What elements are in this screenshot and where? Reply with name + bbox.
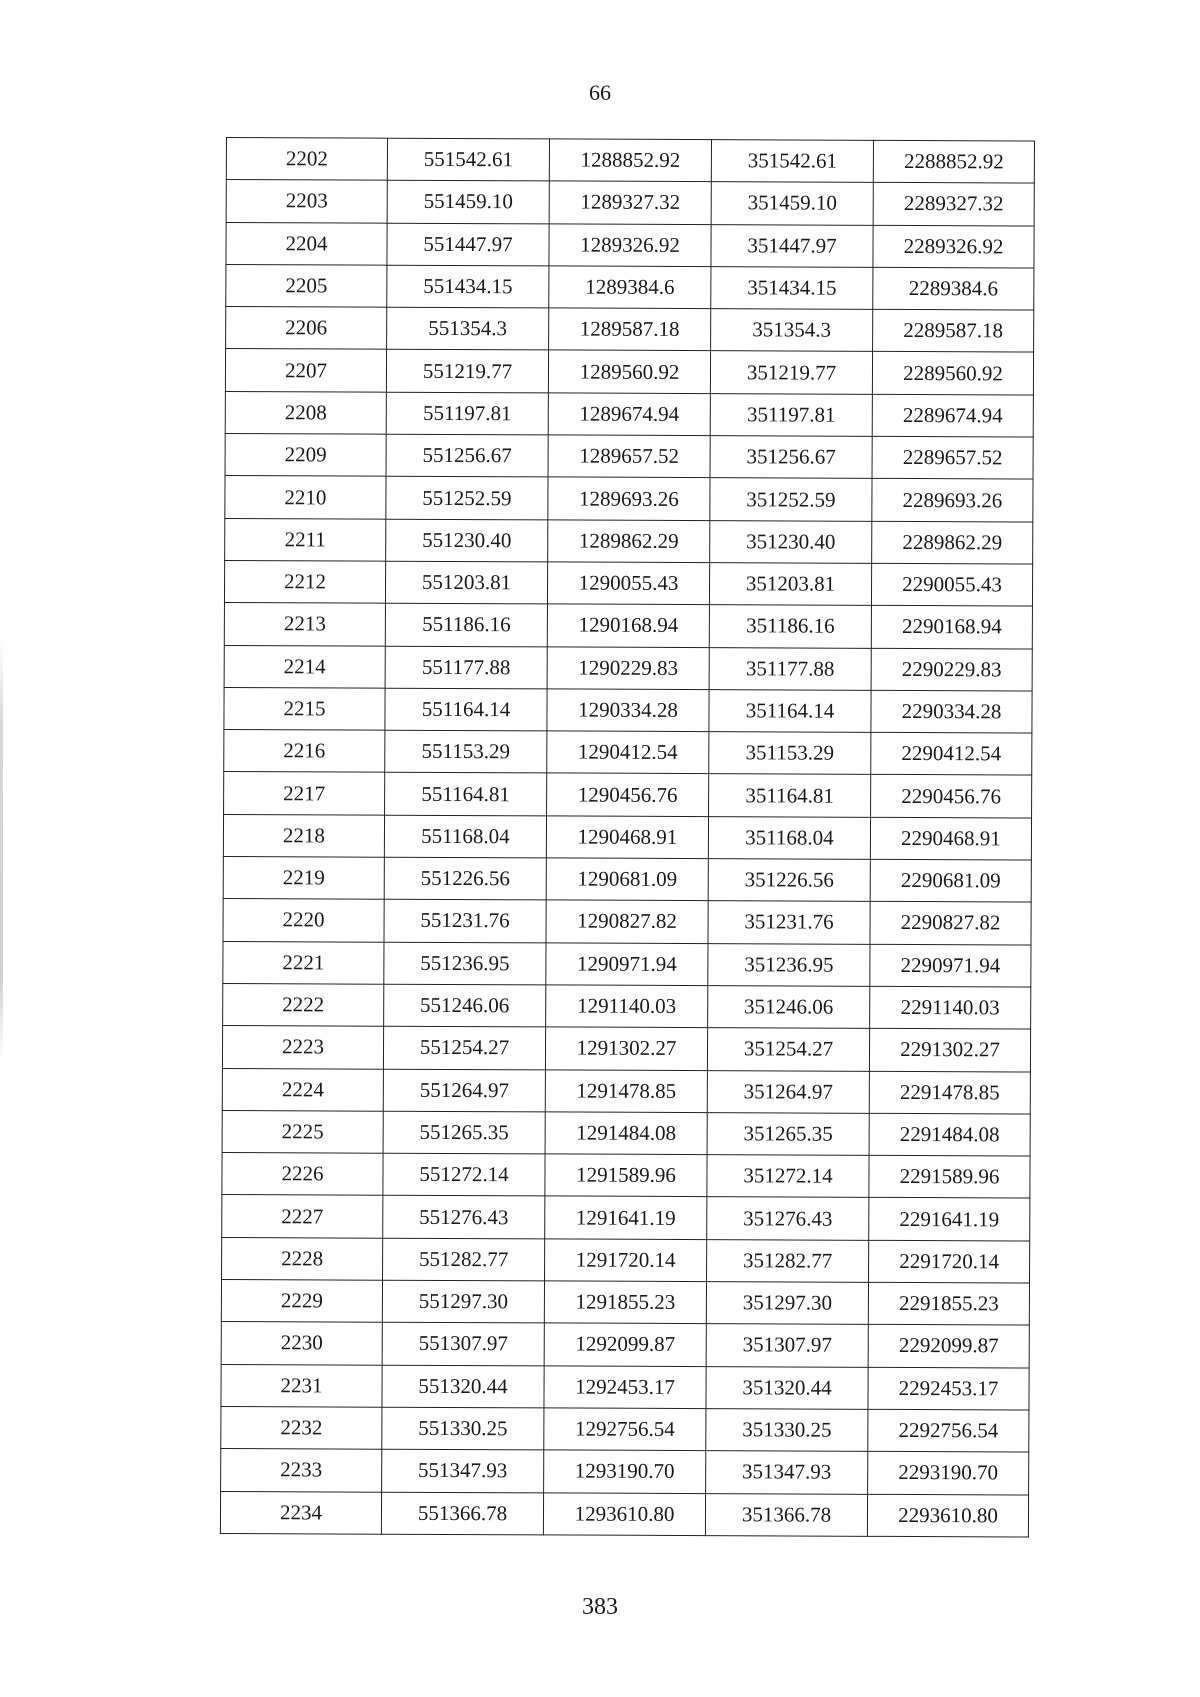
table-cell: 551276.43 bbox=[383, 1196, 545, 1239]
table-cell: 351434.15 bbox=[711, 267, 873, 310]
table-cell: 351347.93 bbox=[706, 1451, 868, 1494]
table-cell: 1291589.96 bbox=[545, 1154, 707, 1197]
table-cell: 351272.14 bbox=[707, 1155, 869, 1198]
table-cell: 2289862.29 bbox=[872, 521, 1033, 564]
table-cell: 2291302.27 bbox=[869, 1029, 1030, 1072]
table-cell: 2217 bbox=[224, 772, 385, 815]
table-row bbox=[222, 1026, 1030, 1072]
table-cell: 2289587.18 bbox=[873, 310, 1034, 353]
table-cell: 551256.67 bbox=[386, 434, 548, 477]
table-cell: 551282.77 bbox=[383, 1238, 545, 1281]
table-cell: 551252.59 bbox=[386, 477, 548, 520]
table-row bbox=[223, 814, 1031, 860]
table-cell: 1289674.94 bbox=[548, 393, 710, 436]
table-cell: 2292453.17 bbox=[868, 1367, 1029, 1410]
table-cell: 2289560.92 bbox=[872, 352, 1033, 395]
table-cell: 351197.81 bbox=[710, 393, 872, 436]
table-row bbox=[223, 941, 1031, 987]
table-cell: 551231.76 bbox=[384, 900, 546, 943]
table-cell: 2290681.09 bbox=[870, 859, 1031, 902]
table-row bbox=[221, 1449, 1029, 1495]
table-cell: 1289693.26 bbox=[548, 477, 710, 520]
table-cell: 2291484.08 bbox=[869, 1113, 1030, 1156]
table-cell: 1289327.32 bbox=[549, 181, 711, 224]
table-cell: 551447.97 bbox=[387, 223, 549, 266]
table-cell: 2226 bbox=[222, 1153, 383, 1196]
table-cell: 2220 bbox=[223, 899, 384, 942]
table-cell: 1291484.08 bbox=[545, 1112, 707, 1155]
table-cell: 2289693.26 bbox=[872, 479, 1033, 522]
table-cell: 1293190.70 bbox=[544, 1450, 706, 1493]
table-cell: 351276.43 bbox=[707, 1197, 869, 1240]
table-row bbox=[224, 603, 1032, 649]
table-row bbox=[225, 391, 1033, 437]
table-cell: 1289862.29 bbox=[548, 520, 710, 563]
table-cell: 351230.40 bbox=[710, 520, 872, 563]
table-row bbox=[223, 983, 1031, 1029]
table-cell: 2215 bbox=[224, 687, 385, 730]
table-row bbox=[222, 1237, 1030, 1283]
table-cell: 351366.78 bbox=[705, 1493, 867, 1536]
table-cell: 2293610.80 bbox=[867, 1494, 1028, 1537]
table-cell: 1289587.18 bbox=[549, 308, 711, 351]
table-cell: 2210 bbox=[225, 476, 386, 519]
table-cell: 551265.35 bbox=[383, 1111, 545, 1154]
table-cell: 2290971.94 bbox=[870, 944, 1031, 987]
table-cell: 351254.27 bbox=[707, 1028, 869, 1071]
table-cell: 2227 bbox=[222, 1195, 383, 1238]
table-cell: 351256.67 bbox=[710, 436, 872, 479]
table-cell: 2222 bbox=[223, 983, 384, 1026]
table-row bbox=[225, 434, 1033, 480]
table-cell: 2291641.19 bbox=[869, 1198, 1030, 1241]
table-cell: 551186.16 bbox=[385, 603, 547, 646]
table-cell: 1290229.83 bbox=[547, 646, 709, 689]
table-cell: 2290456.76 bbox=[871, 775, 1032, 818]
table-cell: 351236.95 bbox=[708, 943, 870, 986]
table-cell: 351297.30 bbox=[706, 1282, 868, 1325]
table-cell: 1292756.54 bbox=[544, 1408, 706, 1451]
table-cell: 351219.77 bbox=[710, 351, 872, 394]
table-cell: 1289384.6 bbox=[549, 266, 711, 309]
table-cell: 551354.3 bbox=[387, 307, 549, 350]
table-cell: 2290168.94 bbox=[871, 606, 1032, 649]
table-cell: 351186.16 bbox=[709, 605, 871, 648]
table-cell: 551254.27 bbox=[383, 1026, 545, 1069]
table-cell: 2207 bbox=[225, 349, 386, 392]
table-cell: 351542.61 bbox=[711, 140, 873, 183]
page-number-top: 66 bbox=[589, 80, 611, 105]
table-cell: 351164.81 bbox=[709, 774, 871, 817]
table-cell: 551203.81 bbox=[385, 561, 547, 604]
table-row bbox=[224, 730, 1032, 776]
table-cell: 2288852.92 bbox=[873, 140, 1034, 183]
table-cell: 351246.06 bbox=[708, 986, 870, 1029]
table-cell: 351153.29 bbox=[709, 732, 871, 775]
table-cell: 1291720.14 bbox=[545, 1239, 707, 1282]
table-cell: 1290168.94 bbox=[547, 604, 709, 647]
coordinate-table-wrapper bbox=[220, 137, 1034, 1537]
table-row bbox=[224, 645, 1032, 691]
table-row bbox=[222, 1068, 1030, 1114]
table-cell: 2214 bbox=[224, 645, 385, 688]
table-cell: 551246.06 bbox=[384, 984, 546, 1027]
table-row bbox=[221, 1322, 1029, 1368]
table-cell: 2292099.87 bbox=[868, 1325, 1029, 1368]
table-row bbox=[226, 180, 1034, 226]
table-row bbox=[223, 857, 1031, 903]
table-row bbox=[225, 349, 1033, 395]
table-cell: 551168.04 bbox=[384, 815, 546, 858]
table-cell: 351264.97 bbox=[707, 1070, 869, 1113]
table-row bbox=[224, 772, 1032, 818]
table-cell: 2219 bbox=[223, 857, 384, 900]
table-cell: 1291641.19 bbox=[545, 1196, 707, 1239]
table-cell: 2204 bbox=[226, 222, 387, 265]
table-row bbox=[226, 307, 1034, 353]
table-cell: 2208 bbox=[225, 391, 386, 434]
table-cell: 2205 bbox=[226, 264, 387, 307]
table-cell: 1291302.27 bbox=[545, 1027, 707, 1070]
table-row bbox=[226, 264, 1034, 310]
table-cell: 551347.93 bbox=[382, 1449, 544, 1492]
table-cell: 351282.77 bbox=[707, 1239, 869, 1282]
table-cell: 2229 bbox=[221, 1280, 382, 1323]
table-cell: 2291720.14 bbox=[869, 1240, 1030, 1283]
table-row bbox=[220, 1491, 1028, 1537]
table-cell: 1290456.76 bbox=[547, 773, 709, 816]
table-cell: 2291140.03 bbox=[870, 986, 1031, 1029]
table-cell: 351459.10 bbox=[711, 182, 873, 225]
table-cell: 2209 bbox=[225, 434, 386, 477]
table-cell: 2290827.82 bbox=[870, 902, 1031, 945]
table-row bbox=[226, 138, 1034, 184]
table-cell: 351307.97 bbox=[706, 1324, 868, 1367]
table-cell: 1291478.85 bbox=[545, 1069, 707, 1112]
table-cell: 2212 bbox=[224, 560, 385, 603]
table-cell: 351447.97 bbox=[711, 224, 873, 267]
table-cell: 2228 bbox=[222, 1237, 383, 1280]
table-cell: 2290229.83 bbox=[871, 648, 1032, 691]
table-cell: 551219.77 bbox=[386, 350, 548, 393]
table-cell: 1290412.54 bbox=[547, 731, 709, 774]
table-row bbox=[224, 687, 1032, 733]
table-cell: 1291140.03 bbox=[546, 985, 708, 1028]
table-cell: 2292756.54 bbox=[868, 1409, 1029, 1452]
table-cell: 551297.30 bbox=[382, 1280, 544, 1323]
table-cell: 2225 bbox=[222, 1110, 383, 1153]
table-cell: 551272.14 bbox=[383, 1153, 545, 1196]
table-cell: 2289327.32 bbox=[873, 183, 1034, 226]
table-cell: 2232 bbox=[221, 1406, 382, 1449]
table-row bbox=[222, 1195, 1030, 1241]
table-cell: 1293610.80 bbox=[543, 1492, 705, 1535]
table-cell: 351320.44 bbox=[706, 1366, 868, 1409]
table-cell: 2289674.94 bbox=[872, 394, 1033, 437]
table-cell: 551320.44 bbox=[382, 1365, 544, 1408]
table-row bbox=[223, 899, 1031, 945]
table-cell: 551153.29 bbox=[385, 730, 547, 773]
table-cell: 2202 bbox=[226, 138, 387, 181]
table-cell: 2290055.43 bbox=[871, 563, 1032, 606]
table-cell: 1290971.94 bbox=[546, 943, 708, 986]
table-cell: 2221 bbox=[223, 941, 384, 984]
coordinate-table-body bbox=[220, 138, 1034, 1537]
table-cell: 2291855.23 bbox=[868, 1282, 1029, 1325]
table-cell: 2290412.54 bbox=[871, 732, 1032, 775]
table-cell: 2203 bbox=[226, 180, 387, 223]
table-cell: 2291478.85 bbox=[869, 1071, 1030, 1114]
table-cell: 551542.61 bbox=[387, 138, 549, 181]
table-cell: 2234 bbox=[220, 1491, 381, 1534]
table-cell: 1291855.23 bbox=[544, 1281, 706, 1324]
table-row bbox=[221, 1406, 1029, 1452]
table-cell: 1290468.91 bbox=[546, 816, 708, 859]
table-cell: 2291589.96 bbox=[869, 1155, 1030, 1198]
table-row bbox=[225, 476, 1033, 522]
table-cell: 2231 bbox=[221, 1364, 382, 1407]
table-cell: 551226.56 bbox=[384, 857, 546, 900]
table-row bbox=[226, 222, 1034, 268]
table-cell: 1290334.28 bbox=[547, 689, 709, 732]
table-cell: 351252.59 bbox=[710, 478, 872, 521]
table-cell: 1289326.92 bbox=[549, 224, 711, 267]
table-cell: 2233 bbox=[221, 1449, 382, 1492]
table-cell: 351226.56 bbox=[708, 859, 870, 902]
table-cell: 551307.97 bbox=[382, 1323, 544, 1366]
table-cell: 351354.3 bbox=[711, 309, 873, 352]
table-cell: 2289384.6 bbox=[873, 267, 1034, 310]
table-cell: 351231.76 bbox=[708, 901, 870, 944]
table-cell: 551197.81 bbox=[386, 392, 548, 435]
table-cell: 551330.25 bbox=[382, 1407, 544, 1450]
table-cell: 351177.88 bbox=[709, 647, 871, 690]
table-cell: 2211 bbox=[225, 518, 386, 561]
table-cell: 1292099.87 bbox=[544, 1323, 706, 1366]
table-cell: 1289560.92 bbox=[548, 350, 710, 393]
table-cell: 551230.40 bbox=[386, 519, 548, 562]
table-cell: 551366.78 bbox=[381, 1492, 543, 1535]
table-cell: 351168.04 bbox=[708, 816, 870, 859]
table-row bbox=[222, 1110, 1030, 1156]
table-cell: 2290468.91 bbox=[870, 817, 1031, 860]
table-cell: 551164.14 bbox=[385, 688, 547, 731]
page-number-bottom: 383 bbox=[582, 1594, 618, 1620]
table-cell: 551164.81 bbox=[385, 773, 547, 816]
table-cell: 551459.10 bbox=[387, 181, 549, 224]
table-row bbox=[225, 518, 1033, 564]
table-cell: 1288852.92 bbox=[549, 139, 711, 182]
table-cell: 551264.97 bbox=[383, 1069, 545, 1112]
table-cell: 551177.88 bbox=[385, 646, 547, 689]
table-cell: 551434.15 bbox=[387, 265, 549, 308]
table-cell: 2289326.92 bbox=[873, 225, 1034, 268]
table-cell: 2293190.70 bbox=[868, 1452, 1029, 1495]
table-row bbox=[224, 560, 1032, 606]
table-cell: 2230 bbox=[221, 1322, 382, 1365]
table-cell: 1289657.52 bbox=[548, 435, 710, 478]
table-cell: 351164.14 bbox=[709, 689, 871, 732]
table-cell: 2290334.28 bbox=[871, 690, 1032, 733]
coordinate-table bbox=[220, 137, 1035, 1537]
table-cell: 2289657.52 bbox=[872, 436, 1033, 479]
table-cell: 1292453.17 bbox=[544, 1366, 706, 1409]
table-row bbox=[221, 1280, 1029, 1326]
table-cell: 2213 bbox=[224, 603, 385, 646]
table-cell: 2206 bbox=[226, 307, 387, 350]
table-cell: 351203.81 bbox=[709, 563, 871, 606]
table-cell: 2218 bbox=[223, 814, 384, 857]
table-row bbox=[222, 1153, 1030, 1199]
table-cell: 1290827.82 bbox=[546, 900, 708, 943]
table-cell: 1290681.09 bbox=[546, 858, 708, 901]
scan-edge-shadow bbox=[0, 640, 3, 1060]
table-cell: 351265.35 bbox=[707, 1112, 869, 1155]
table-cell: 551236.95 bbox=[384, 942, 546, 985]
table-cell: 2224 bbox=[222, 1068, 383, 1111]
table-cell: 1290055.43 bbox=[547, 562, 709, 605]
table-cell: 2223 bbox=[222, 1026, 383, 1069]
table-cell: 2216 bbox=[224, 730, 385, 773]
table-cell: 351330.25 bbox=[706, 1409, 868, 1452]
table-row bbox=[221, 1364, 1029, 1410]
